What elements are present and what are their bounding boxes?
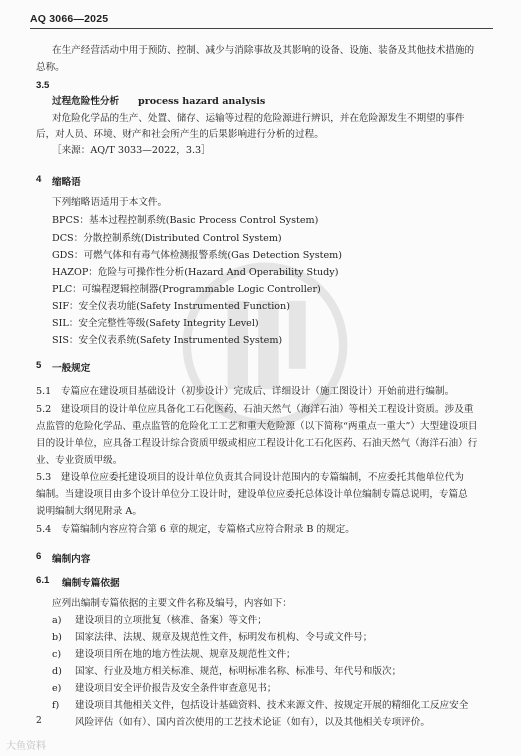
list-item-label: b) xyxy=(52,632,62,643)
definition-source: ［来源：AQ/T 3033—2022，3.3］ xyxy=(52,145,211,156)
clause-number: 3.5 xyxy=(36,80,50,91)
list-item-text: 建设项目所在地的地方性法规、规章及规范性文件； xyxy=(75,649,296,660)
list-item-label: e) xyxy=(52,683,62,694)
definition-line: 后，对人员、环境、财产和社会所产生的后果影响进行分析的过程。 xyxy=(36,129,324,140)
watermark-text: 大鱼资料 xyxy=(6,741,46,752)
term-english: process hazard analysis xyxy=(138,96,266,107)
abbreviation-item: GDS：可燃气体和有毒气体检测报警系统(Gas Detection System) xyxy=(52,250,343,261)
list-item-label: c) xyxy=(52,649,62,660)
clause-5-2-line: 业、专业资质甲级。 xyxy=(36,455,123,466)
paragraph-line: 在生产经营活动中用于预防、控制、减少与消除事故及其影响的设备、设施、装备及其他技术措施的 xyxy=(52,45,475,56)
standard-code: AQ 3066—2025 xyxy=(30,13,109,25)
chapter-number: 4 xyxy=(36,174,42,185)
list-item-text: 建设项目的立项批复（核准、备案）等文件； xyxy=(75,615,267,626)
abbreviation-item: SIL：安全完整性等级(Safety Integrity Level) xyxy=(52,318,259,329)
abbreviation-item: BPCS：基本过程控制系统(Basic Process Control System) xyxy=(52,215,319,226)
list-item-text: 国家、行业及地方相关标准、规范，标明标准名称、标准号、年代号和版次； xyxy=(75,666,402,677)
list-intro: 应列出编制专篇依据的主要文件名称及编号，内容如下： xyxy=(52,598,292,609)
page-number: 2 xyxy=(36,716,42,726)
chapter-number: 6 xyxy=(36,551,42,562)
abbreviation-item: SIS：安全仪表系统(Safety Instrumented System) xyxy=(52,335,283,346)
list-item-text: 建设项目安全评价报告及安全条件审查意见书； xyxy=(75,683,277,694)
abbreviation-item: PLC：可编程逻辑控制器(Programmable Logic Controller) xyxy=(52,284,321,295)
list-item-label: a) xyxy=(52,615,62,626)
definition-line: 对危险化学品的生产、处置、储存、运输等过程的危险源进行辨识，并在危险源发生不期望的事件 xyxy=(52,113,465,124)
clause-5-1: 5.1 专篇应在建设项目基础设计（初步设计）完成后、详细设计（施工图设计）开始前进行编制。 xyxy=(36,386,455,397)
clause-5-3-line: 说明编制大纲见附录 A。 xyxy=(36,506,142,517)
clause-5-3-line: 编制。当建设项目由多个设计单位分工设计时，建设单位应委托总体设计单位编制专篇总说明，专篇总 xyxy=(36,489,468,500)
clause-title: 编制专篇依据 xyxy=(62,578,120,589)
list-item-label: f) xyxy=(52,700,60,711)
abbreviation-item: SIF：安全仪表功能(Safety Instrumented Function) xyxy=(52,301,290,312)
clause-number: 6.1 xyxy=(36,575,50,586)
chapter-title: 缩略语 xyxy=(52,177,81,188)
abbreviation-item: DCS：分散控制系统(Distributed Control System) xyxy=(52,233,282,244)
list-item-label: d) xyxy=(52,666,62,677)
list-item-text: 国家法律、法规、规章及规范性文件，标明发布机构、令号或文件号； xyxy=(75,632,373,643)
paragraph-line: 总称。 xyxy=(36,62,65,73)
term-chinese: 过程危险性分析 xyxy=(52,96,120,107)
list-item-continuation: 风险评估（如有）、国内首次使用的工艺技术论证（如有），以及其他相关专项评价。 xyxy=(75,717,430,728)
list-item-text: 建设项目其他相关文件，包括设计基础资料、技术来源文件、按规定开展的精细化工反应安全 xyxy=(75,700,469,711)
clause-5-2-line: 点监管的危险化学品、重点监管的危险化工工艺和重大危险源（以下简称“两重点一重大”）大型建设项目 xyxy=(36,421,478,432)
abbreviation-intro: 下列缩略语适用于本文件。 xyxy=(52,197,168,208)
clause-5-2-line: 目的设计单位，应具备工程设计综合资质甲级或相应工程设计化工石化医药、石油天然气（海洋石油）行 xyxy=(36,438,478,449)
clause-5-2-line: 5.2 建设项目的设计单位应具备化工石化医药、石油天然气（海洋石油）等相关工程设计资质。涉及重 xyxy=(36,404,474,415)
abbreviation-item: HAZOP：危险与可操作性分析(Hazard And Operability Study) xyxy=(52,267,339,278)
header-rule xyxy=(30,28,493,29)
clause-5-4: 5.4 专篇编制内容应符合第 6 章的规定，专篇格式应符合附录 B 的规定。 xyxy=(36,524,355,535)
chapter-title: 编制内容 xyxy=(52,554,91,565)
clause-5-3-line: 5.3 建设单位应委托建设项目的设计单位负责其合同设计范围内的专篇编制，不应委托其他单位代为 xyxy=(36,472,464,483)
chapter-number: 5 xyxy=(36,360,42,371)
chapter-title: 一般规定 xyxy=(52,363,91,374)
